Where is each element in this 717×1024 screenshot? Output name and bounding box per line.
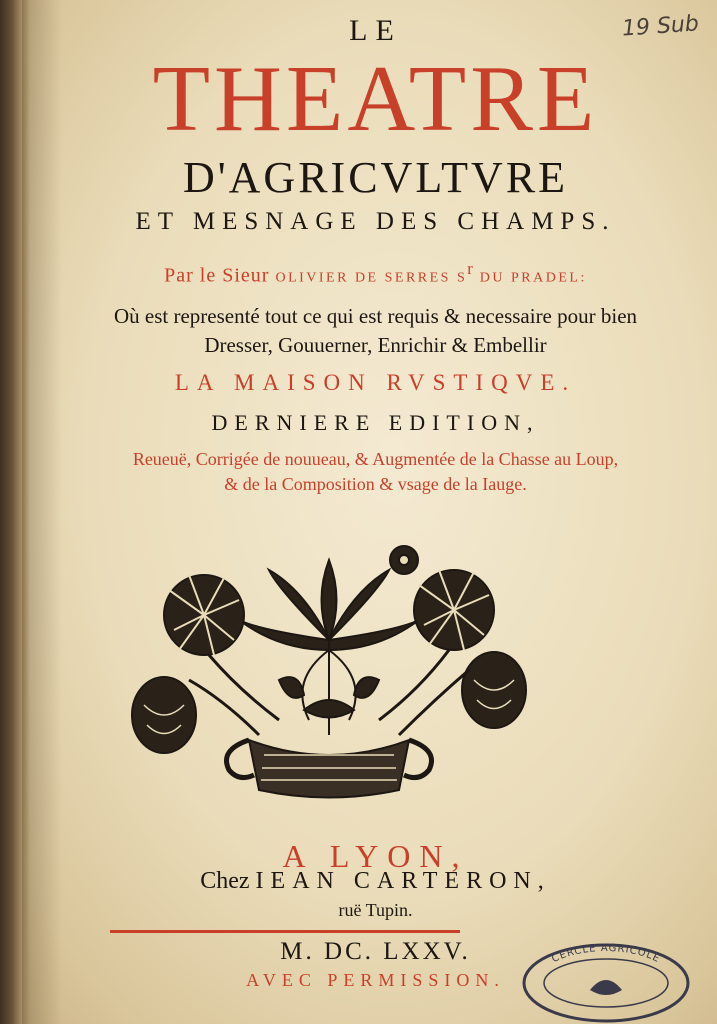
title-main: THEATRE [152, 47, 599, 151]
revision-line-1: Reueuë, Corrigée de nouueau, & Augmentée de la Chasse au Loup, [132, 449, 619, 469]
title-mesnage: ET MESNAGE DES CHAMPS. [135, 208, 616, 235]
author-suffix: DU PRADEL: [473, 270, 587, 286]
subtitle-maison: LA MAISON RVSTIQVE. [174, 370, 577, 395]
handwritten-note: 19 Sub [621, 11, 700, 42]
edition-line: DERNIERE EDITION, [211, 410, 540, 435]
revision-line-2: & de la Composition & vsage de la Iauge. [224, 474, 527, 494]
imprint-printer-line [34, 868, 717, 895]
red-rule [110, 930, 460, 933]
description-line-1: Où est representé tout ce qui est requis & necessaire pour bien [113, 304, 638, 328]
author-line [34, 259, 717, 288]
title-agriculture: D'AGRICVLTVRE [182, 153, 569, 202]
imprint-street: ruë Tupin. [338, 900, 413, 920]
flower-basket-woodcut [129, 520, 529, 820]
svg-text:CERCLE AGRICOLE: CERCLE AGRICOLE [550, 942, 662, 966]
title-page [34, 0, 717, 1024]
author-name: OLIVIER DE SERRES S [275, 270, 468, 286]
imprint-printer: IEAN CARTERON, [255, 868, 551, 894]
imprint-permission: AVEC PERMISSION. [246, 970, 505, 990]
library-stamp [520, 940, 692, 1024]
author-prefix: Par le Sieur [164, 264, 270, 287]
title-article: LE [349, 14, 402, 47]
imprint-city: A LYON, [282, 838, 469, 874]
description-line-2: Dresser, Gouuerner, Enrichir & Embellir [204, 333, 547, 357]
imprint-date: M. DC. LXXV. [280, 938, 471, 965]
imprint-chez: Chez [200, 868, 250, 894]
author-sup: r [467, 259, 474, 278]
